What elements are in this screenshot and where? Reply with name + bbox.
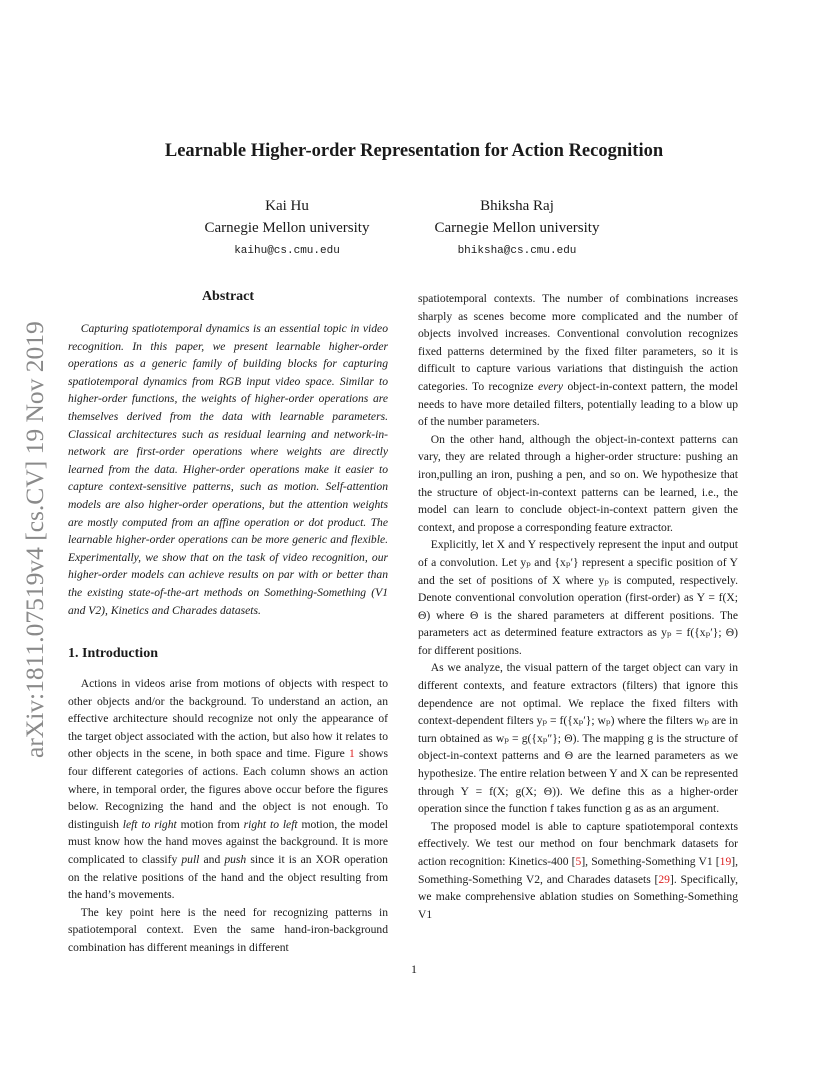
paper-title: Learnable Higher-order Representation for Action Recognition xyxy=(164,141,664,161)
author-affiliation: Carnegie Mellon university xyxy=(204,220,370,236)
intro-paragraph-7: The proposed model is able to capture spatiotemporal contexts effectively. We test our method on four benchmark datasets for action recognition: Kinetics-400 [5], Something-Something V1 [19], Something-Something V2, and Charades datasets [29]. Specifically, we make comprehensive ablation studies on Something-Something V1 xyxy=(418,819,739,921)
section-heading-introduction: 1. Introduction xyxy=(68,646,158,662)
author-block-2 xyxy=(397,195,637,261)
intro-paragraph-5: Explicitly, let X and Y respectively represent the input and output of a convolution. Let yₚ and {xₚ′} represent a specific position of Y and the set of positions of X where yₚ is computed, respectively. Denote conventional convolution operation (first-order) as Y = f(X; Θ) where Θ is the shared parameters at different positions. The parameters act as determined feature extractors as yₚ = f({xₚ′}; Θ) for different positions. xyxy=(418,538,738,657)
intro-paragraph-6: As we analyze, the visual pattern of the target object can vary in different contexts, and feature extractors (filters) that ignore this dependence are not optimal. We replace the fixed filters with context-dependent filters yₚ = f({xₚ′}; wₚ) where the filters wₚ are in turn obtained as wₚ = g({xₚ″}; Θ). The mapping g is the structure of object-in-context patterns and Θ are the learned parameters as we hypothesize. The entire relation between Y and X can be represented through Y = f(X; g(X; Θ)). We define this as a higher-order operation since the function f takes function g as as an argument. xyxy=(418,661,738,816)
author-affiliation: Carnegie Mellon university xyxy=(434,220,600,236)
author-email: bhiksha@cs.cmu.edu xyxy=(457,245,577,257)
author-block-1 xyxy=(167,195,407,261)
author-name: Bhiksha Raj xyxy=(480,198,554,214)
author-name: Kai Hu xyxy=(265,198,309,214)
intro-paragraph-4: On the other hand, although the object-in-context patterns can vary, they are related through a higher-order structure: pushing an iron,pulling an iron, pushing a pen, and so on. We hypothesize that the structure of object-in-context patterns can be learned, i.e., the model can learn to conclude object-in-context pattern given the context, and propose a corresponding feature extractor. xyxy=(418,432,738,534)
citation-link[interactable]: 29 xyxy=(658,872,670,886)
intro-paragraph-3: spatiotemporal contexts. The number of combinations increases sharply as scenes become more complicated and the number of objects involved increases. Conventional convolution recognizes fixed patterns determined by the fixed filter parameters, so it is difficult to capture various variations that distinguish the action categories. To recognize every object-in-context pattern, the model needs to have more detailed filters, potentially leading to a blow up of the number parameters. xyxy=(418,292,738,429)
author-email: kaihu@cs.cmu.edu xyxy=(234,245,340,257)
arxiv-sidebar-stamp: arXiv:1811.07519v4 [cs.CV] 19 Nov 2019 xyxy=(20,321,49,758)
intro-paragraph-2: The key point here is the need for recognizing patterns in spatiotemporal context. Even the same hand-iron-background combination has different meanings in different xyxy=(68,905,388,954)
abstract-text: Capturing spatiotemporal dynamics is an essential topic in video recognition. In this paper, we present learnable higher-order operations as a generic family of building blocks for capturing spatiotemporal dynamics from RGB input video space. Similar to higher-order functions, the weights of higher-order operations are themselves derived from the data with learnable parameters. Classical architectures such as residual learning and network-in-network are first-order operations where weights are directly learned from the data. Higher-order operations make it easier to capture context-sensitive patterns, such as motion. Self-attention models are also higher-order operations, but the attention weights are mostly computed from an affine operation or dot product. The learnable higher-order operations can be more generic and flexible. Experimentally, we show that on the task of video recognition, our higher-order models can achieve results on par with or better than the existing state-of-the-art methods on Something-Something (V1 and V2), Kinetics and Charades datasets. xyxy=(68,322,388,617)
right-column xyxy=(418,290,738,923)
abstract-heading: Abstract xyxy=(201,289,255,304)
left-column xyxy=(68,288,388,957)
intro-paragraph-1: Actions in videos arise from motions of objects with respect to other objects and/or the background. To understand an action, an effective architecture should recognize not only the appearance of the target object associated with the action, but also how it relates to other objects in the scene, in both space and time. Figure 1 shows four different categories of actions. Each column shows an action where, in temporal order, the figures above occur before the figures below. Recognizing the hand and the object is not enough. To distinguish left to right motion from right to left motion, the model must know how the hand moves against the background. It is more complicated to classify pull and push since it is an XOR operation on the relative positions of the hand and the object resulting from the hand’s movements. xyxy=(68,677,389,902)
citation-link[interactable]: 5 xyxy=(575,855,582,868)
page-number: 1 xyxy=(411,962,417,976)
figure-ref-link[interactable]: 1 xyxy=(348,747,355,761)
citation-link[interactable]: 19 xyxy=(719,855,732,868)
